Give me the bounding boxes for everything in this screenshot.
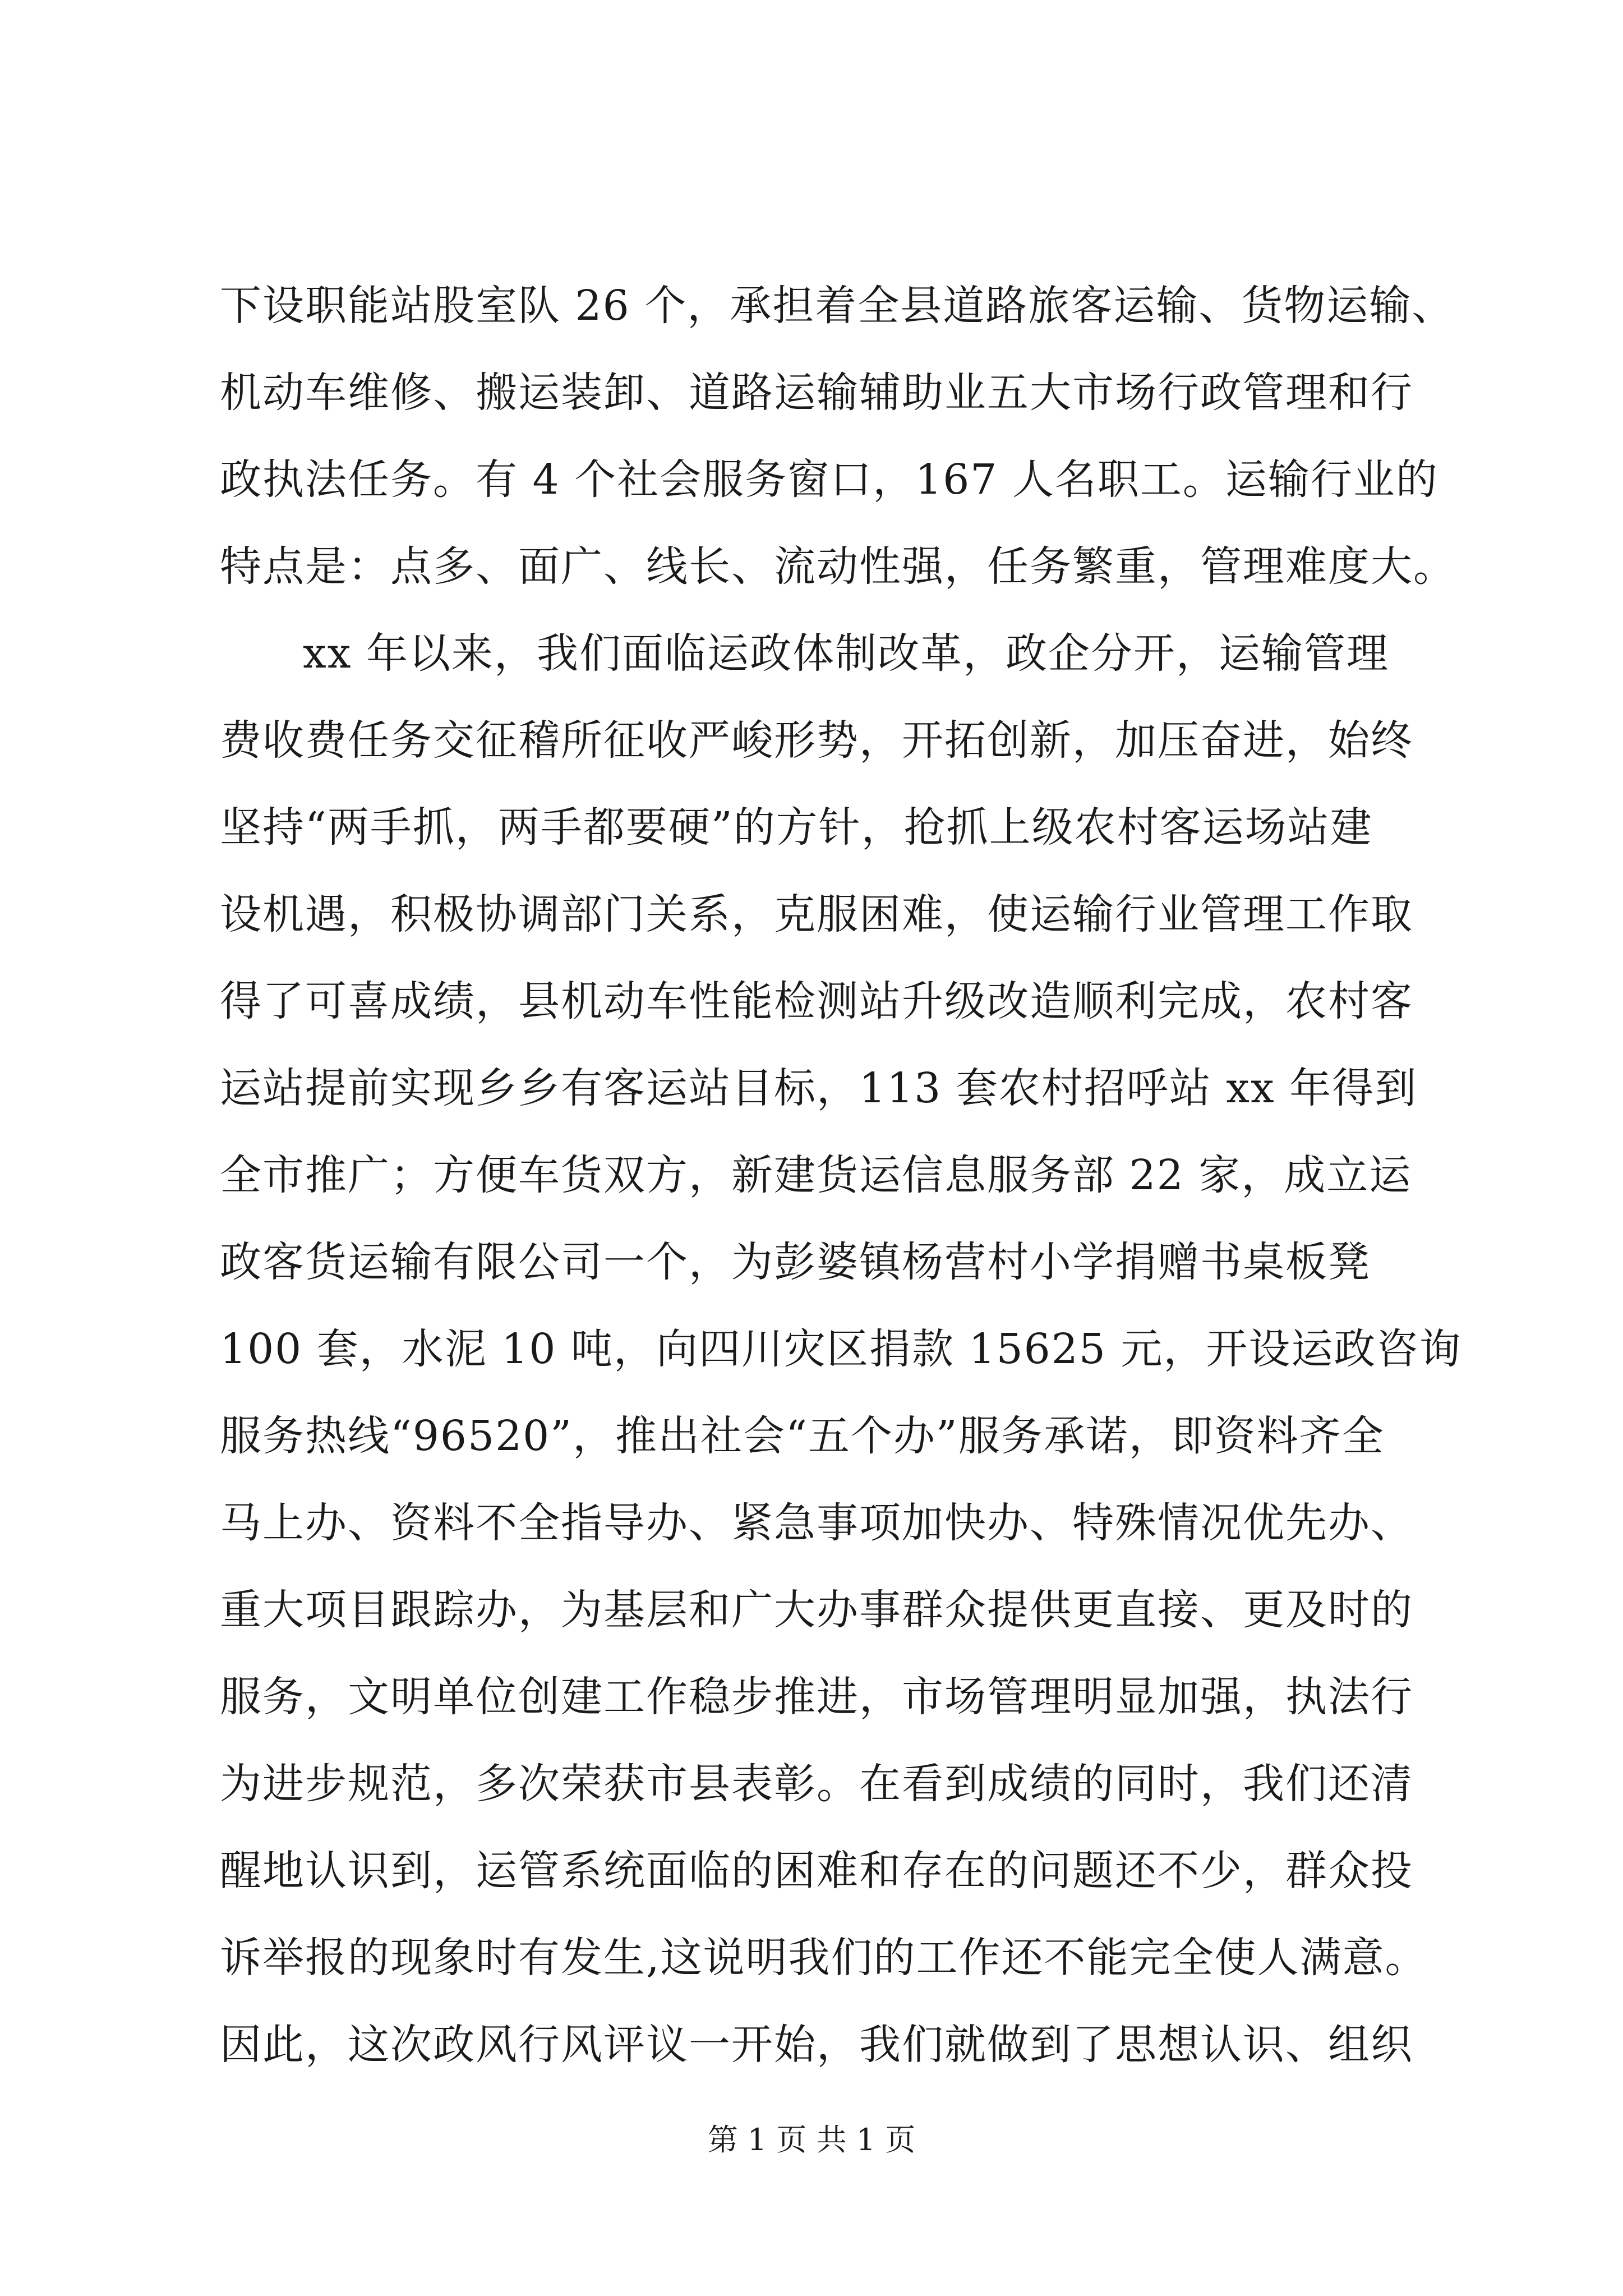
body-line: 运站提前实现乡乡有客运站目标，113 套农村招呼站 xx 年得到 <box>220 1064 1418 1112</box>
body-line: 全市推广；方便车货双方，新建货运信息服务部 22 家，成立运 <box>220 1151 1412 1199</box>
body-line: 费收费任务交征稽所征收严峻形势，开拓创新，加压奋进，始终 <box>220 716 1413 765</box>
body-line: 诉举报的现象时有发生,这说明我们的工作还不能完全使人满意。 <box>220 1934 1428 1982</box>
body-line: 因此，这次政风行风评议一开始，我们就做到了思想认识、组织 <box>220 2021 1413 2069</box>
body-line: 服务，文明单位创建工作稳步推进，市场管理明显加强，执法行 <box>220 1673 1413 1721</box>
body-line: 下设职能站股室队 26 个，承担着全县道路旅客运输、货物运输、 <box>220 282 1455 330</box>
body-line: 重大项目跟踪办，为基层和广大办事群众提供更直接、更及时的 <box>220 1586 1413 1634</box>
body-line: 服务热线“96520”，推出社会“五个办”服务承诺，即资料齐全 <box>220 1412 1385 1460</box>
body-line: 坚持“两手抓，两手都要硬”的方针，抢抓上级农村客运场站建 <box>220 803 1373 852</box>
body-line: 醒地认识到，运管系统面临的困难和存在的问题还不少，群众投 <box>220 1847 1413 1895</box>
body-line: 设机遇，积极协调部门关系，克服困难，使运输行业管理工作取 <box>220 890 1413 938</box>
body-line: 机动车维修、搬运装卸、道路运输辅助业五大市场行政管理和行 <box>220 369 1413 417</box>
body-line: 政执法任务。有 4 个社会服务窗口，167 人名职工。运输行业的 <box>220 455 1438 504</box>
body-line: 特点是：点多、面广、线长、流动性强，任务繁重，管理难度大。 <box>220 542 1456 591</box>
body-line: 100 套，水泥 10 吨，向四川灾区捐款 15625 元，开设运政咨询 <box>220 1325 1462 1373</box>
body-line: xx 年以来，我们面临运政体制改革，政企分开，运输管理 <box>303 629 1389 678</box>
body-line: 为进步规范，多次荣获市县表彰。在看到成绩的同时，我们还清 <box>220 1760 1413 1808</box>
page-footer: 第 1 页 共 1 页 <box>707 2122 916 2157</box>
body-line: 得了可喜成绩，县机动车性能检测站升级改造顺利完成，农村客 <box>220 977 1413 1025</box>
body-line: 政客货运输有限公司一个，为彭婆镇杨营村小学捐赠书桌板凳 <box>220 1238 1371 1286</box>
body-line: 马上办、资料不全指导办、紧急事项加快办、特殊情况优先办、 <box>220 1499 1413 1547</box>
